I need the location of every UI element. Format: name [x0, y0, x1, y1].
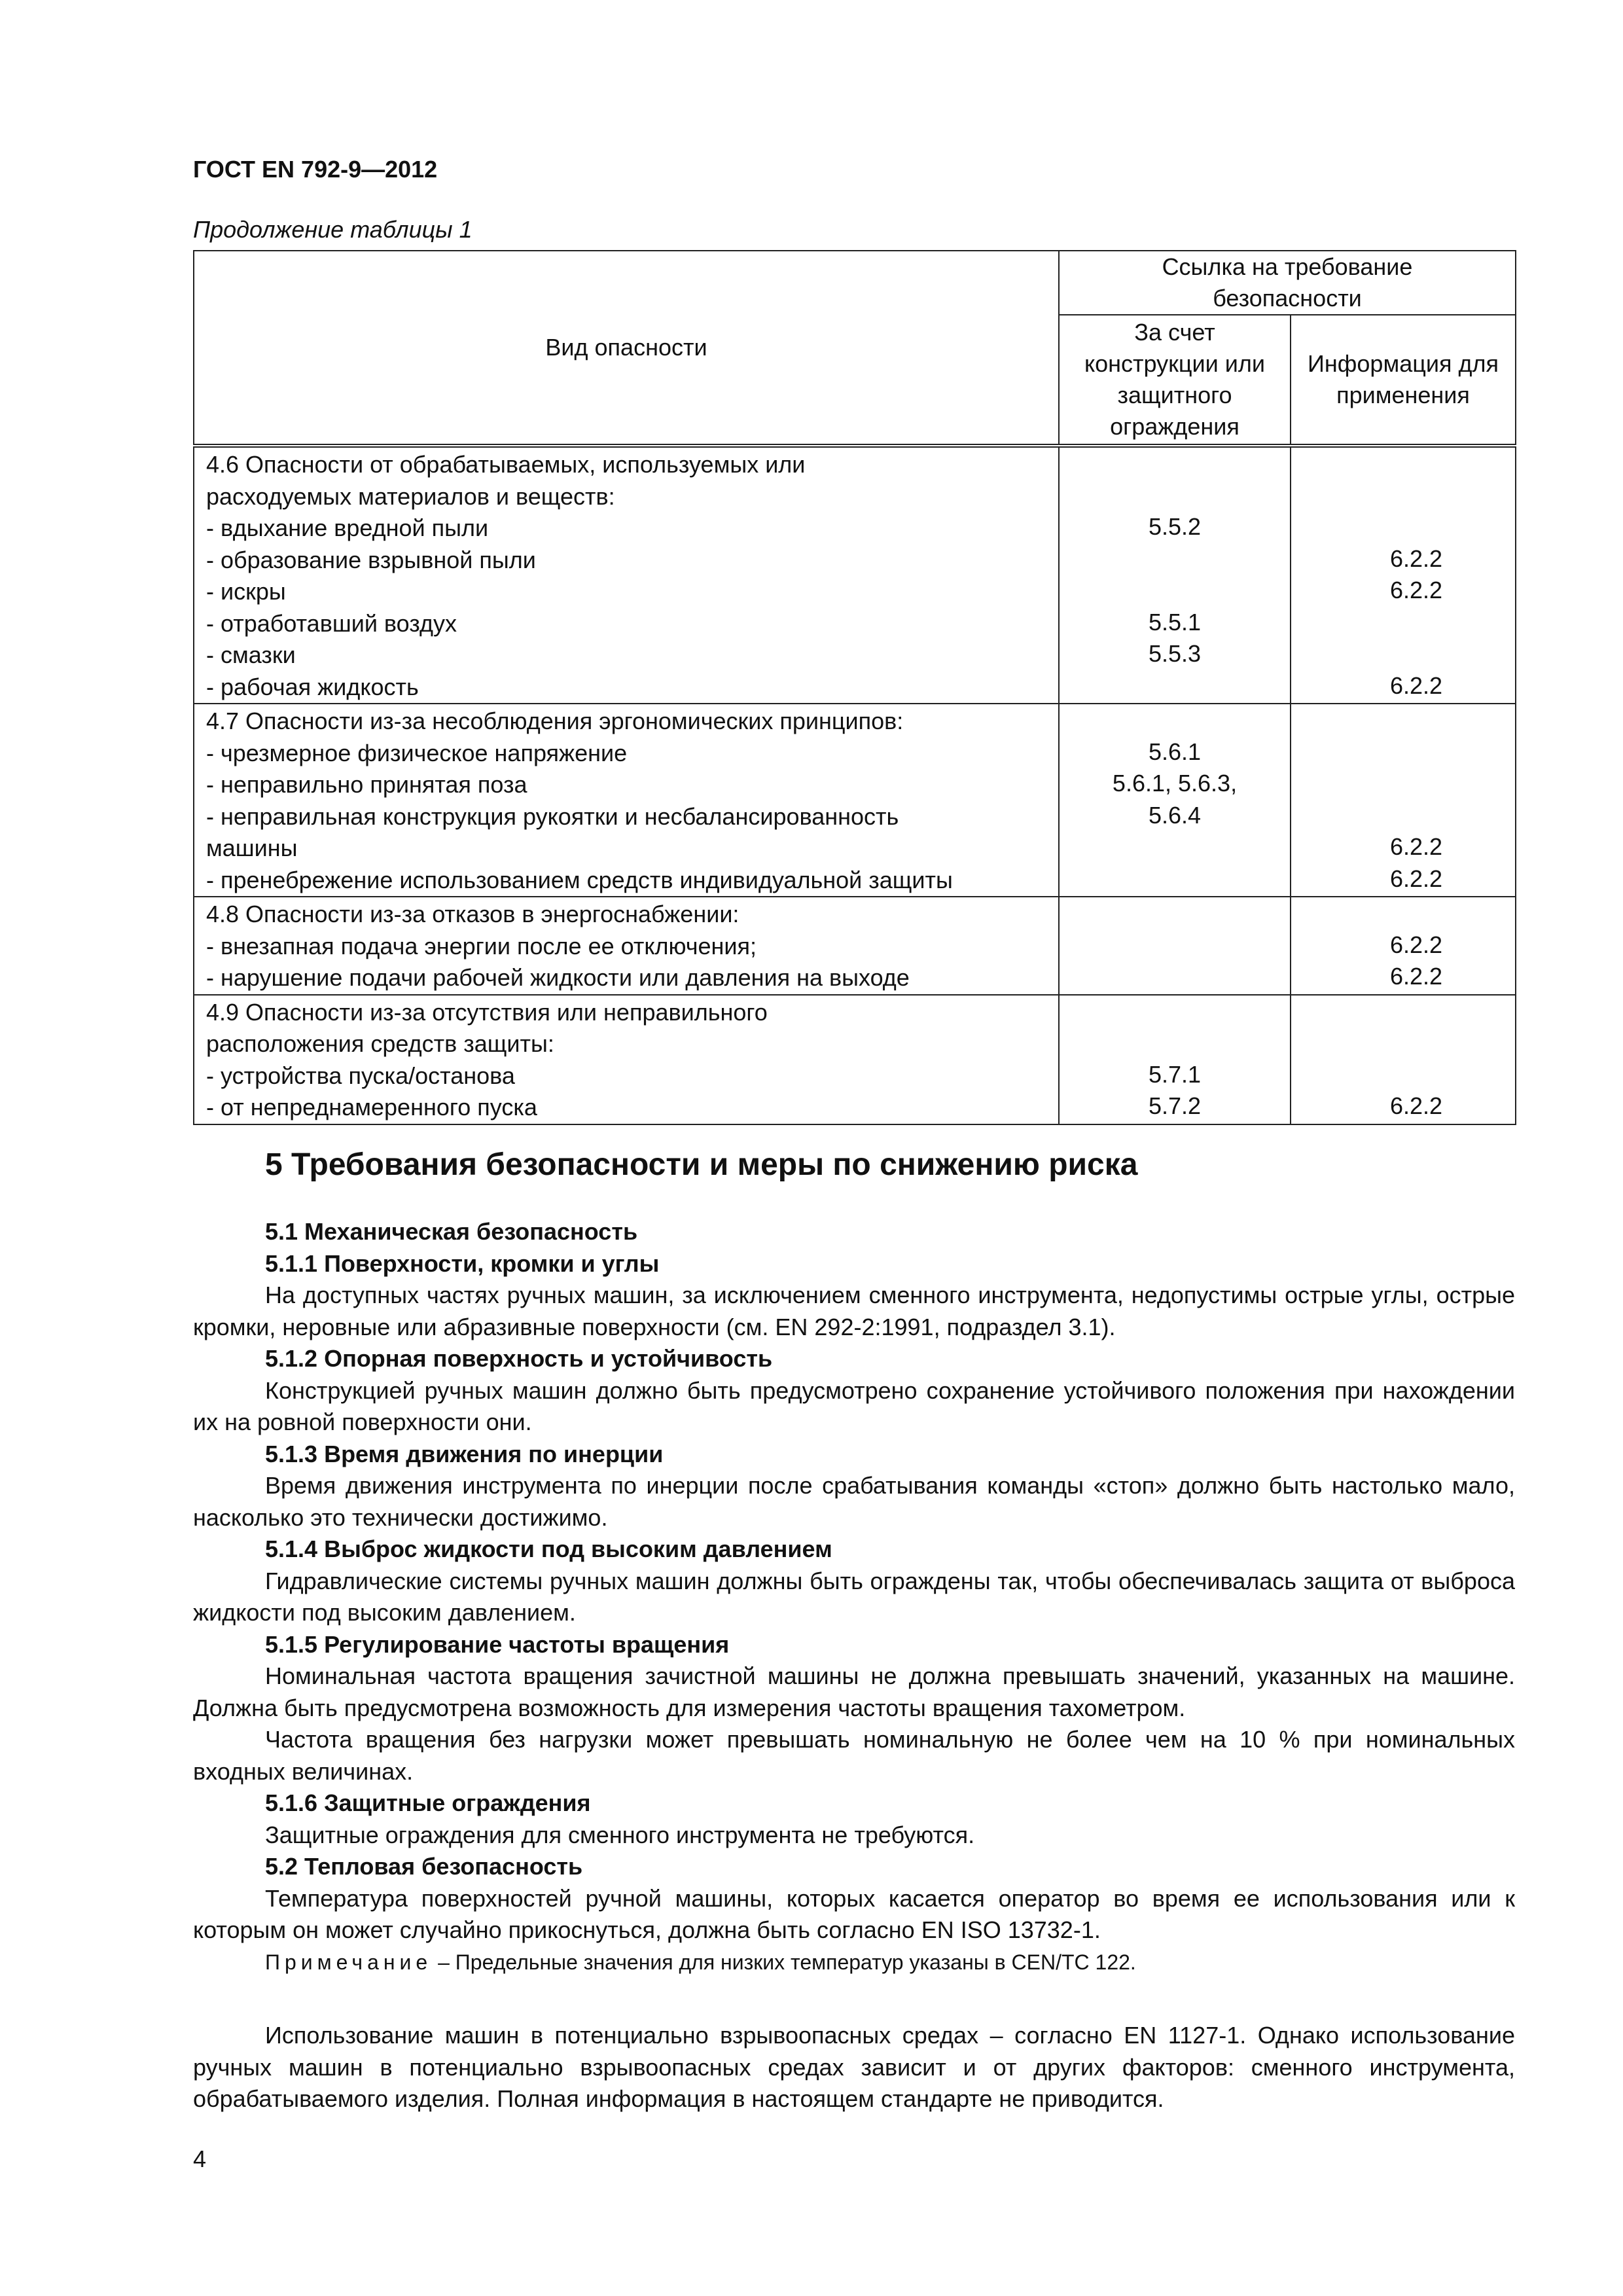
hazard-line: 4.7 Опасности из-за несоблюдения эргономических принципов:: [206, 708, 904, 734]
info-ref-cell: [1291, 995, 1516, 1124]
hazard-line: - смазки: [206, 641, 296, 668]
design-line: [1060, 961, 1290, 993]
info-line: [1291, 638, 1515, 670]
hazard-line: - неправильно принятая поза: [206, 771, 527, 798]
hazard-line: машины: [206, 834, 298, 861]
paragraph-5-1-3: Время движения инструмента по инерции после срабатывания команды «стоп» должно быть настолько мало, насколько это технически достижимо.: [193, 1472, 1515, 1531]
hazard-line: расходуемых материалов и веществ:: [206, 482, 615, 510]
design-line: [1060, 448, 1290, 480]
table-row: [194, 897, 1516, 995]
section-5-title: 5 Требования безопасности и меры по снижению риска: [265, 1147, 1138, 1182]
info-line: 6.2.2: [1389, 931, 1443, 958]
design-ref-cell: [1059, 995, 1291, 1124]
paragraph-5-1-2: Конструкцией ручных машин должно быть предусмотрено сохранение устойчивого положения при нахождении их на ровной поверхности они.: [193, 1376, 1515, 1435]
hazards-table: [193, 250, 1516, 1125]
heading-5-1-3: 5.1.3 Время движения по инерции: [265, 1440, 664, 1467]
design-line: 5.5.3: [1148, 640, 1202, 667]
table-caption: Продолжение таблицы 1: [193, 216, 473, 243]
info-ref-cell: [1291, 446, 1516, 704]
design-line: 5.5.2: [1148, 513, 1202, 540]
table-row: [194, 704, 1516, 897]
hazard-line: 4.9 Опасности из-за отсутствия или неправильного: [206, 998, 768, 1026]
paragraph-5-1-1: На доступных частях ручных машин, за исключением сменного инструмента, недопустимы острые углы, острые кромки, неровные или абразивные поверхности (см. EN 292-2:1991, подраздел 3.1).: [193, 1282, 1515, 1340]
paragraph-final: Использование машин в потенциально взрывоопасных средах – согласно EN 1127-1. Однако использование ручных машин в потенциально взрывоопасных средах зависит и от других факторов: сменного инструмента, обрабатываемого изделия. Полная информация в настоящем стандарте не приводится.: [193, 2022, 1515, 2112]
info-line: [1291, 1059, 1515, 1091]
hazard-line: - внезапная подача энергии после ее отключения;: [206, 932, 757, 960]
standard-code: ГОСТ EN 792-9—2012: [193, 156, 438, 183]
hazard-line: - рабочая жидкость: [206, 673, 419, 700]
header-safety-reference: Ссылка на требование безопасности: [1059, 251, 1516, 315]
hazard-line: - неправильная конструкция рукоятки и несбалансированность: [206, 802, 899, 830]
hazard-line: - искры: [206, 578, 286, 605]
section-5-body: [193, 1216, 1515, 2115]
hazard-cell: [194, 995, 1059, 1124]
heading-5-1-5: 5.1.5 Регулирование частоты вращения: [265, 1630, 730, 1658]
info-line: 6.2.2: [1389, 865, 1443, 892]
info-line: [1291, 704, 1515, 736]
design-line: [1060, 897, 1290, 929]
paragraph-5-1-4: Гидравлические системы ручных машин должны быть ограждены так, чтобы обеспечивалась защита от выброса жидкости под высоким давлением.: [193, 1567, 1515, 1626]
design-line: [1060, 831, 1290, 863]
design-line: [1060, 543, 1290, 575]
design-line: [1060, 929, 1290, 961]
table-body: [194, 446, 1516, 1124]
hazard-line: 4.8 Опасности из-за отказов в энергоснабжении:: [206, 901, 740, 927]
info-line: [1291, 897, 1515, 929]
info-ref-cell: [1291, 704, 1516, 897]
header-hazard-type: Вид опасности: [194, 251, 1059, 446]
info-line: [1291, 480, 1515, 512]
heading-5-1-4: 5.1.4 Выброс жидкости под высоким давлением: [265, 1535, 832, 1562]
design-line: [1060, 863, 1290, 895]
hazard-cell: [194, 897, 1059, 995]
header-information: Информация для применения: [1291, 315, 1516, 446]
info-line: [1291, 511, 1515, 543]
info-line: [1291, 800, 1515, 832]
hazard-line: - от непреднамеренного пуска: [206, 1094, 537, 1121]
design-line: 5.6.1, 5.6.3,: [1112, 770, 1238, 797]
design-line: 5.6.4: [1148, 801, 1202, 829]
heading-5-1: 5.1 Механическая безопасность: [265, 1218, 638, 1245]
paragraph-5-1-6: Защитные ограждения для сменного инструмента не требуются.: [265, 1821, 975, 1848]
info-line: 6.2.2: [1389, 833, 1443, 860]
design-line: [1060, 670, 1290, 702]
heading-5-1-1: 5.1.1 Поверхности, кромки и углы: [265, 1249, 660, 1277]
paragraph-5-1-5a: Номинальная частота вращения зачистной машины не должна превышать значений, указанных на машине. Должна быть предусмотрена возможность для измерения частоты вращения тахометром.: [193, 1662, 1515, 1721]
hazard-line: - чрезмерное физическое напряжение: [206, 739, 628, 766]
header-design: За счет конструкции или защитного ограждения: [1059, 315, 1291, 446]
table-row: [194, 995, 1516, 1124]
design-line: [1060, 480, 1290, 512]
design-line: 5.7.2: [1148, 1092, 1202, 1119]
note-label: Примечание: [265, 1950, 433, 1974]
design-line: 5.7.1: [1148, 1060, 1202, 1088]
table-row: [194, 446, 1516, 704]
design-line: [1060, 996, 1290, 1028]
design-ref-cell: [1059, 446, 1291, 704]
hazard-line: - устройства пуска/останова: [206, 1062, 515, 1089]
hazard-line: - отработавший воздух: [206, 609, 457, 637]
info-line: 6.2.2: [1389, 1092, 1443, 1119]
info-line: 6.2.2: [1389, 672, 1443, 699]
info-line: 6.2.2: [1389, 963, 1443, 990]
hazard-line: 4.6 Опасности от обрабатываемых, используемых или: [206, 451, 806, 478]
hazard-line: - пренебрежение использованием средств индивидуальной защиты: [206, 866, 953, 893]
paragraph-5-1-5b: Частота вращения без нагрузки может превышать номинальную не более чем на 10 % при номинальных входных величинах.: [193, 1726, 1515, 1785]
info-line: [1291, 996, 1515, 1028]
paragraph-5-2: Температура поверхностей ручной машины, которых касается оператор во время ее использования или к которым он может случайно прикоснуться, должна быть согласно EN ISO 13732-1.: [193, 1884, 1515, 1943]
info-line: [1291, 736, 1515, 768]
hazard-line: расположения средств защиты:: [206, 1030, 554, 1057]
info-line: 6.2.2: [1389, 545, 1443, 572]
heading-5-1-2: 5.1.2 Опорная поверхность и устойчивость: [265, 1345, 773, 1372]
info-line: [1291, 607, 1515, 639]
design-line: 5.5.1: [1148, 608, 1202, 636]
design-line: [1060, 704, 1290, 736]
hazard-line: - нарушение подачи рабочей жидкости или давления на выходе: [206, 964, 910, 991]
heading-5-2: 5.2 Тепловая безопасность: [265, 1853, 583, 1880]
note: [193, 1946, 1515, 1979]
hazard-cell: [194, 446, 1059, 704]
note-text: – Предельные значения для низких температур указаны в CEN/TC 122.: [432, 1950, 1136, 1974]
design-ref-cell: [1059, 897, 1291, 995]
info-line: [1291, 768, 1515, 800]
info-line: 6.2.2: [1389, 577, 1443, 603]
hazard-cell: [194, 704, 1059, 897]
design-ref-cell: [1059, 704, 1291, 897]
page-number: 4: [193, 2145, 207, 2172]
design-line: 5.6.1: [1148, 738, 1202, 765]
hazard-line: - вдыхание вредной пыли: [206, 514, 489, 541]
design-line: [1060, 1027, 1290, 1059]
info-line: [1291, 1027, 1515, 1059]
heading-5-1-6: 5.1.6 Защитные ограждения: [265, 1789, 591, 1816]
info-line: [1291, 448, 1515, 480]
info-ref-cell: [1291, 897, 1516, 995]
design-line: [1060, 575, 1290, 607]
hazard-line: - образование взрывной пыли: [206, 546, 536, 573]
